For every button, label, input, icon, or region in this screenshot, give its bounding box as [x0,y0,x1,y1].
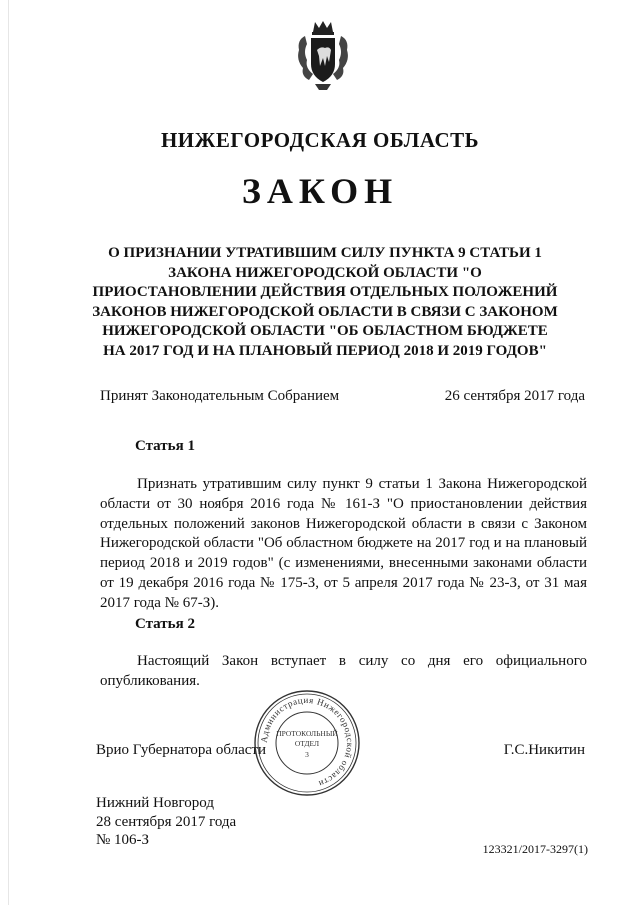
coat-of-arms-icon [293,18,353,92]
stamp-center-line1: ПРОТОКОЛЬНЫЙ [276,729,338,738]
article-2-text: Настоящий Закон вступает в силу со дня его официального опубликования. [100,653,587,689]
official-stamp-icon [252,688,362,798]
registration-number: 123321/2017-3297(1) [482,842,588,856]
stamp-center-line2: ОТДЕЛ [294,739,320,748]
article-1-text: Признать утратившим силу пункт 9 статьи 1 Закона Нижегородской области от 30 ноября 2016 года № 161-З "О приостановлении действия отдельных положений законов Нижегородской области в связи с Законом Нижегородской области "Об областном бюджете на 2017 год и на плановый период 2018 и 2019 годов" (с изменениями, внесенными законами области от 19 декабря 2016 года № 175-З, от 5 апреля 2017 года № 23-З, от 31 мая 2017 года № 67-З). [100,476,587,611]
law-title: О ПРИЗНАНИИ УТРАТИВШИМ СИЛУ ПУНКТА 9 СТАТЬИ 1 ЗАКОНА НИЖЕГОРОДСКОЙ ОБЛАСТИ "О ПРИОСТАНОВЛЕНИИ ДЕЙСТВИЯ ОТДЕЛЬНЫХ ПОЛОЖЕНИЙ ЗАКОНОВ НИЖЕГОРОДСКОЙ ОБЛАСТИ В СВЯЗИ С ЗАКОНОМ НИЖЕГОРОДСКОЙ ОБЛАСТИ "ОБ ОБЛАСТНОМ БЮДЖЕТЕ НА 2017 ГОД И НА ПЛАНОВЫЙ ПЕРИОД 2018 И 2019 ГОДОВ" [92,245,558,359]
adopted-by: Принят Законодательным Собранием [100,388,340,404]
signer-title: Врио Губернатора области [96,742,266,758]
region-name: НИЖЕГОРОДСКАЯ ОБЛАСТЬ [160,128,480,152]
article-1-heading: Статья 1 [135,438,195,454]
place-date-number [96,794,236,850]
adopted-date: 26 сентября 2017 года [444,388,585,404]
stamp-ring-text: Администрация Нижегородской области [258,694,356,790]
stamp-number: 3 [305,750,309,759]
article-2-heading: Статья 2 [135,616,195,632]
place: Нижний Новгород [96,795,214,811]
signer-name: Г.С.Никитин [503,742,585,758]
law-number: № 106-З [96,832,150,848]
sign-date: 28 сентября 2017 года [96,813,237,830]
document-type: ЗАКОН [241,171,399,211]
